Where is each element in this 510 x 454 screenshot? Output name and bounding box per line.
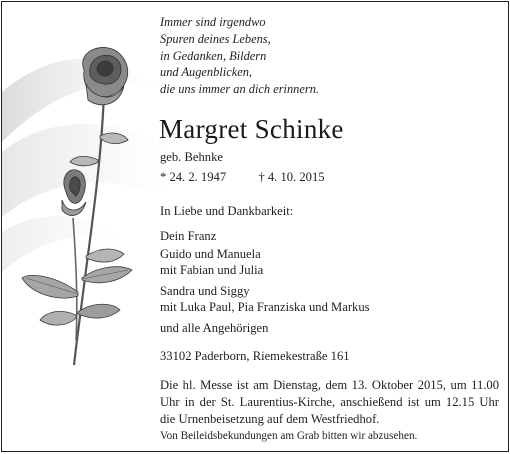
poem-line: Spuren deines Lebens, — [160, 31, 271, 46]
life-dates — [160, 169, 325, 186]
mourner-line: Guido und Manuela — [160, 247, 261, 261]
mourner-line: mit Fabian und Julia — [160, 263, 264, 277]
death-date: † 4. 10. 2015 — [258, 170, 325, 184]
poem-line: die uns immer an dich erinnern. — [160, 82, 319, 97]
mourners-intro: In Liebe und Dankbarkeit: — [160, 204, 294, 218]
rose-icon — [16, 40, 146, 400]
obituary-card — [1, 1, 509, 452]
poem-line: in Gedanken, Bildern — [160, 48, 267, 63]
family-address: 33102 Paderborn, Riemekestraße 161 — [160, 349, 350, 363]
maiden-name: geb. Behnke — [160, 150, 223, 164]
condolence-note: Von Beileidsbekundungen am Grab bitten wir abzusehen. — [160, 430, 418, 442]
service-announcement: Die hl. Messe ist am Dienstag, dem 13. Oktober 2015, um 11.00 Uhr in der St. Laurentius-Kirche, anschießend ist um 12.15 Uhr die Urnenbeisetzung auf dem Westfriedhof. — [160, 378, 499, 426]
poem-line: Immer sind irgendwo — [160, 15, 266, 29]
mourner-line: Sandra und Siggy — [160, 284, 250, 298]
memorial-poem — [160, 14, 319, 98]
poem-line: und Augenblicken, — [160, 65, 252, 80]
deceased-name: Margret Schinke — [159, 114, 344, 144]
birth-date: * 24. 2. 1947 — [160, 170, 227, 184]
mourner-line: und alle Angehörigen — [160, 321, 269, 335]
mourner-line: mit Luka Paul, Pia Franziska und Markus — [160, 300, 370, 314]
mourner-line: Dein Franz — [160, 229, 217, 243]
